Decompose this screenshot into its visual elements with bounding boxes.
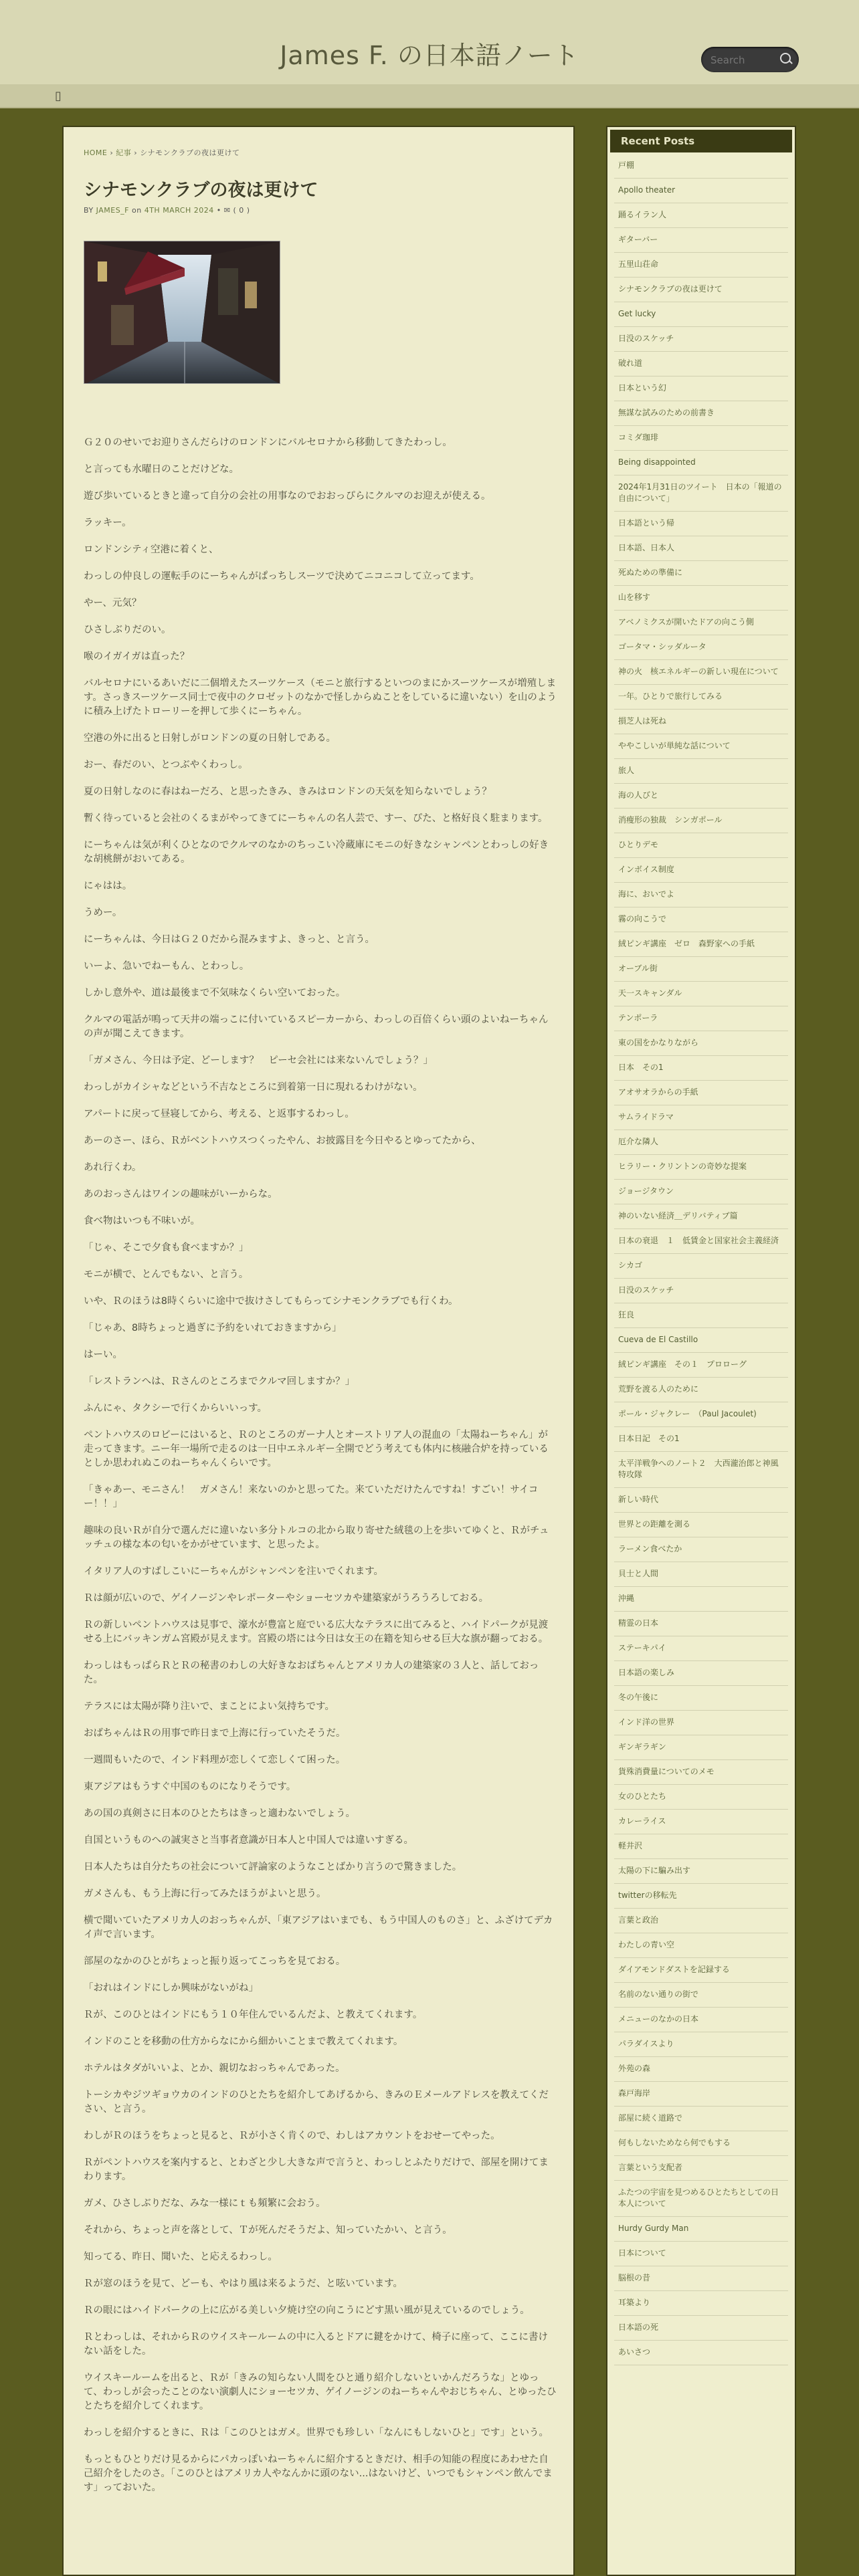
post-paragraph: 空港の外に出ると日射しがロンドンの夏の日射しである。: [84, 733, 336, 744]
post-paragraph: 部屋のなかのひとがちょっと振り返ってこっちを見ておる。: [84, 1956, 346, 1967]
post-paragraph: あのおっさんはワインの趣味がいーからな。: [84, 1189, 278, 1200]
post-paragraph: モニが横で、とんでもない、と言う。: [84, 1269, 249, 1280]
recent-post-link[interactable]: 消瘦形の独裁 シンガポール: [614, 809, 788, 833]
recent-post-link[interactable]: ポール・ジャクレー （Paul Jacoulet): [614, 1402, 788, 1427]
post-paragraph: もっともひとりだけ見るからにパカっぽいねーちゃんに紹介するときだけ、相手の知能の程度にあわせた自己紹介をしたのさ。「このひとはアメリカ人やなんかに頭のない...はないけど、いつでもシャンペン飲んでます」っておいた。: [84, 2454, 553, 2493]
recent-post-link[interactable]: 東の国をかなりながら: [614, 1031, 788, 1056]
post-paragraph: 「じゃあ、8時ちょっと過ぎに予約をいれておきますから」: [84, 1323, 342, 1333]
recent-post-link[interactable]: 世界との距離を測る: [614, 1513, 788, 1537]
recent-posts-list: [614, 154, 788, 2365]
recent-post-link[interactable]: 無謀な試みのための前書き: [614, 401, 788, 426]
recent-post-link[interactable]: 踊るイラン人: [614, 203, 788, 228]
recent-post-link[interactable]: ふたつの宇宙を見つめるひとたちとしての日本人について: [614, 2181, 788, 2217]
post-paragraph: 一週間もいたので、インド料理が恋しくて恋しくて困った。: [84, 1755, 346, 1765]
breadcrumb-category[interactable]: 紀事: [116, 148, 132, 157]
recent-post-link[interactable]: シナモンクラブの夜は更けて: [614, 278, 788, 302]
breadcrumb-separator: ›: [131, 148, 140, 157]
recent-post-link[interactable]: 霧の向こうで: [614, 907, 788, 932]
post-paragraph: 「レストランへは、Ｒさんのところまでクルマ回しますか？」: [84, 1376, 355, 1387]
recent-post-link[interactable]: 森戸海岸: [614, 2082, 788, 2107]
recent-post-link[interactable]: 海の人びと: [614, 784, 788, 809]
post-paragraph: おー、春だのい、とつぶやくわっし。: [84, 760, 248, 770]
recent-post-link[interactable]: ダイアモンドダストを記録する: [614, 1958, 788, 1983]
recent-post-link[interactable]: 日没のスケッチ: [614, 327, 788, 352]
recent-post-link[interactable]: 言葉という支配者: [614, 2156, 788, 2181]
recent-post-link[interactable]: 戸棚: [614, 154, 788, 179]
recent-post-link[interactable]: 旅人: [614, 759, 788, 784]
recent-post-link[interactable]: Get lucky: [614, 302, 788, 327]
menu-icon[interactable]: ▯: [55, 89, 62, 103]
post-paragraph: トーシカやジツギョウカのインドのひとたちを紹介してあげるから、きみのＥメールアドレスを教えてください、と言う。: [84, 2090, 549, 2115]
post-paragraph: わしがＲのほうをちょっと見ると、Ｒが小さく肯くので、わしはアカウントをおせーてやった。: [84, 2131, 500, 2141]
post-byline: [84, 206, 250, 215]
post-paragraph: 暫く待っていると会社のくるまがやってきてにーちゃんの名人芸で、すー、ぴた、と格好良く駐まります。: [84, 813, 548, 824]
recent-post-link[interactable]: 五里山荘命: [614, 253, 788, 278]
recent-post-link[interactable]: 新しい時代: [614, 1488, 788, 1513]
post-paragraph: ガメ、ひさしぶりだな、みな一様にｔも頻繁に会おう。: [84, 2198, 326, 2209]
post-paragraph: Ｇ２０のせいでお迎りさんだらけのロンドンにバルセロナから移動してきたわっし。: [84, 437, 452, 448]
post-paragraph: やー、元気？: [84, 598, 142, 609]
recent-post-link[interactable]: 海に、おいでよ: [614, 883, 788, 907]
recent-post-link[interactable]: 精霊の日本: [614, 1612, 788, 1636]
recent-post-link[interactable]: 軽井沢: [614, 1834, 788, 1859]
post-paragraph: 知ってる、昨日、聞いた、と応えるわっし。: [84, 2252, 278, 2262]
recent-post-link[interactable]: 日本という幻: [614, 377, 788, 401]
sidebar-title: Recent Posts: [610, 130, 792, 152]
post-paragraph: アパートに戻って昼寝してから、考える、と返事するわっし。: [84, 1109, 355, 1119]
recent-post-link[interactable]: ひとりデモ: [614, 833, 788, 858]
post-paragraph: いや、Ｒのほうは8時くらいに途中で抜けさしてもらってシナモンクラブでも行くわ。: [84, 1296, 458, 1307]
post-paragraph: うめー。: [84, 907, 122, 918]
recent-post-link[interactable]: サムライドラマ: [614, 1105, 788, 1130]
post-paragraph: と言っても水曜日のことだけどな。: [84, 464, 239, 475]
recent-post-link[interactable]: 日本 その1: [614, 1056, 788, 1081]
recent-post-link[interactable]: 貨殊消費量についてのメモ: [614, 1760, 788, 1785]
post-paragraph: にゃはは。: [84, 881, 132, 891]
recent-post-link[interactable]: あいさつ: [614, 2341, 788, 2365]
post-paragraph: ホテルはタダがいいよ、とか、親切なおっちゃんであった。: [84, 2063, 345, 2074]
recent-post-link[interactable]: 名前のない通りの街で: [614, 1983, 788, 2008]
post-paragraph: 「じゃ、そこで夕食も食べますか？」: [84, 1243, 249, 1253]
post-paragraph: 趣味の良いＲが自分で選んだに違いない多分トルコの北から取り寄せた絨毯の上を歩いてゆくと、Ｒがチュッチュの様な本の匂いをかがせています、と思ったよ。: [84, 1525, 549, 1550]
byline-on: on: [129, 206, 145, 215]
recent-post-link[interactable]: 日本語という帰: [614, 512, 788, 536]
recent-post-link[interactable]: 外苑の森: [614, 2057, 788, 2082]
recent-post-link[interactable]: 日没のスケッチ: [614, 1279, 788, 1303]
post-paragraph: 横で聞いていたアメリカ人のおっちゃんが、「東アジアはいまでも、もう中国人のものさ」と、ふざけてデカイ声で言います。: [84, 1915, 553, 1940]
post-paragraph: ひさしぶりだのい。: [84, 625, 171, 635]
post-paragraph: 東アジアはもうすぐ中国のものになりそうです。: [84, 1782, 296, 1792]
recent-post-link[interactable]: ラーメン食べたか: [614, 1537, 788, 1562]
post-paragraph: わっしの仲良しの運転手のにーちゃんがぱっちしスーツで決めてニコニコして立ってます。: [84, 571, 480, 582]
post-paragraph: バルセロナにいるあいだに二個増えたスーツケース（モニと旅行するといつのまにかスーツケースが増殖します。さっきスーツケース同士で夜中のクロゼットのなかで怪しからぬことをしているに違いない）を山のように積み上げたトローリーを押して歩くにーちゃん。: [84, 678, 557, 717]
author-link[interactable]: JAMES_F: [96, 206, 129, 215]
post-paragraph: それから、ちょっと声を落として、Ｔが死んだそうだよ、知っていたかい、と言う。: [84, 2225, 452, 2236]
site-header: [0, 0, 859, 108]
recent-post-link[interactable]: 言葉と政治: [614, 1909, 788, 1933]
recent-post-link[interactable]: 一年。ひとりで旅行してみる: [614, 685, 788, 710]
recent-post-link[interactable]: 太陽の下に騙み出す: [614, 1859, 788, 1884]
post-paragraph: 自国というものへの誠実さと当事者意識が日本人と中国人では違いすぎる。: [84, 1835, 413, 1846]
recent-post-link[interactable]: ジョージタウン: [614, 1180, 788, 1204]
post-paragraph: Ｒの新しいペントハウスは見事で、濠水が豊富と庭でいる広大なテラスに出てみると、ハイドパークが見渡せる上にバッキンガム宮殿が見えます。宮殿の塔には今日は女王の在籍を知らせる巨大な旗が翻っておる。: [84, 1620, 549, 1644]
menu-bar: [0, 84, 859, 107]
recent-post-link[interactable]: 日本の衰退 １ 低賃金と国家社会主義経済: [614, 1229, 788, 1254]
search-box[interactable]: [701, 47, 799, 72]
post-paragraph: イタリア人のすばしこいにーちゃんがシャンペンを注いでくれます。: [84, 1566, 384, 1577]
recent-post-link[interactable]: 荒野を渡る人のために: [614, 1378, 788, 1402]
post-paragraph: あーのさー、ほら、Ｒがベントハウスつくったやん、お披露目を今日やるとゆってたから、: [84, 1136, 481, 1146]
post-date[interactable]: 4TH MARCH 2024: [144, 206, 214, 215]
post-paragraph: あの国の真剣さに日本のひとたちはきっと適わないでしょう。: [84, 1808, 355, 1819]
recent-post-link[interactable]: 日本語の楽しみ: [614, 1661, 788, 1686]
post-paragraph: にーちゃんは気が利くひとなのでクルマのなかのちっこい冷蔵庫にモニの好きなシャンペンとわっしの好きな胡桃餅がおいてある。: [84, 840, 549, 865]
recent-post-link[interactable]: インボイス制度: [614, 858, 788, 883]
recent-post-link[interactable]: 山を移す: [614, 586, 788, 611]
recent-post-link[interactable]: 日本語、日本人: [614, 536, 788, 561]
recent-post-link[interactable]: 冬の午後に: [614, 1686, 788, 1711]
post-paragraph: 「きゃあー、モニさん！ ガメさん！来ないのかと思ってた。来ていただけたんですね！すごい！サイコー！！」: [84, 1485, 539, 1509]
breadcrumb-separator: ›: [107, 148, 116, 157]
recent-post-link[interactable]: ギンギラギン: [614, 1735, 788, 1760]
recent-post-link[interactable]: 損芝人は死ね: [614, 710, 788, 734]
post-paragraph: Ｒが窓のほうを見て、どーも、やはり風は来るようだ、と呟いています。: [84, 2278, 403, 2289]
recent-post-link[interactable]: インド洋の世界: [614, 1711, 788, 1735]
recent-post-link[interactable]: 沖縄: [614, 1587, 788, 1612]
post-paragraph: わっしがカイシャなどという不吉なところに到着第一日に現れるわけがない。: [84, 1082, 423, 1093]
recent-post-link[interactable]: 何もしないためなら何でもする: [614, 2131, 788, 2156]
site-title[interactable]: James F. の日本語ノート: [280, 41, 579, 70]
byline-prefix: BY: [84, 206, 96, 215]
recent-post-link[interactable]: 死ぬための準備に: [614, 561, 788, 586]
recent-post-link[interactable]: Being disappointed: [614, 451, 788, 475]
breadcrumb: [84, 147, 240, 158]
recent-post-link[interactable]: 太平洋戦争へのノート２ 大西瀧治郎と神風特攻隊: [614, 1452, 788, 1488]
post-paragraph: 遊び歩いているときと違って自分の会社の用事なのでおおっぴらにクルマのお迎えが使える。: [84, 491, 491, 502]
recent-post-link[interactable]: 破れ道: [614, 352, 788, 377]
post-paragraph: わっしはもっぱらＲとＲの秘書のわしの大好きなおばちゃんとアメリカ人の建築家の３人と、話しておった。: [84, 1660, 539, 1685]
post-paragraph: 「おれはインドにしか興味がないがね」: [84, 1983, 258, 1994]
post-paragraph: にーちゃんは、今日はＧ２０だから混みますよ、きっと、と言う。: [84, 934, 375, 945]
recent-post-link[interactable]: ゴータマ・シッダルータ: [614, 635, 788, 660]
search-input[interactable]: [709, 52, 779, 68]
recent-post-link[interactable]: 貝士と人間: [614, 1562, 788, 1587]
recent-post-link[interactable]: Cueva de El Castillo: [614, 1328, 788, 1353]
recent-post-link[interactable]: 女のひとたち: [614, 1785, 788, 1810]
post-paragraph: Ｒが、このひとはインドにもう１０年住んでいるんだよ、と教えてくれます。: [84, 2010, 423, 2020]
post-paragraph: ふんにゃ、タクシーで行くからいいっす。: [84, 1403, 268, 1414]
post-paragraph: 「ガメさん、今日は予定、どーします？ ピーセ会社には来ないんでしょう？」: [84, 1055, 433, 1066]
recent-post-link[interactable]: 日本について: [614, 2242, 788, 2266]
recent-post-link[interactable]: パラダイスより: [614, 2032, 788, 2057]
comment-count[interactable]: • ✉ ( 0 ): [213, 206, 250, 215]
search-icon[interactable]: [780, 53, 791, 64]
post-paragraph: 喉のイガイガは直った？: [84, 651, 190, 662]
recent-post-link[interactable]: 耳築より: [614, 2291, 788, 2316]
recent-post-link[interactable]: アベノミクスが開いたドアの向こう側: [614, 611, 788, 635]
recent-post-link[interactable]: 2024年1月31日のツイート 日本の「報道の自由について」: [614, 475, 788, 512]
recent-post-link[interactable]: 厄介な隣人: [614, 1130, 788, 1155]
recent-post-link[interactable]: twitterの移転先: [614, 1884, 788, 1909]
recent-post-link[interactable]: 日本日記 その1: [614, 1427, 788, 1452]
post-paragraph: Ｒの眼にはハイドパークの上に広がる美しい夕焼け空の向こうにどす黒い風が見えているのでしょう。: [84, 2305, 530, 2316]
recent-post-link[interactable]: メニューのなかの日本: [614, 2008, 788, 2032]
recent-post-link[interactable]: 神の火 核エネルギーの新しい現在について: [614, 660, 788, 685]
post-paragraph: Ｒがペントハウスを案内すると、とわざと少し大きな声で言うと、わっしとふたりだけで、部屋を開けてまわります。: [84, 2157, 549, 2182]
post-paragraph: インドのことを移動の仕方からなにから細かいことまで教えてくれます。: [84, 2036, 403, 2047]
recent-post-link[interactable]: カレーライス: [614, 1810, 788, 1834]
recent-post-link[interactable]: Apollo theater: [614, 179, 788, 203]
recent-post-link[interactable]: コミダ珈琲: [614, 426, 788, 451]
recent-post-link[interactable]: 脳根の昔: [614, 2266, 788, 2291]
post-paragraph: 食べ物はいつも不味いが。: [84, 1216, 200, 1226]
post-paragraph: ラッキー。: [84, 518, 132, 528]
post-paragraph: Ｒは顔が広いので、ゲイノージンやレポーターやショーセツカや建築家がうろうろしておる。: [84, 1593, 489, 1604]
recent-post-link[interactable]: Hurdy Gurdy Man: [614, 2217, 788, 2242]
recent-post-link[interactable]: シカゴ: [614, 1254, 788, 1279]
post-paragraph: ロンドンシティ空港に着くと、: [84, 544, 219, 555]
post-paragraph: おばちゃんはＲの用事で昨日まで上海に行っていたそうだ。: [84, 1728, 346, 1739]
sidebar: [606, 126, 796, 2576]
post-paragraph: しかし意外や、道は最後まで不気味なくらい空いておった。: [84, 988, 346, 998]
post-paragraph: わっしを紹介するときに、Ｒは「このひとはガメ。世界でも珍しい「なんにもしないひと」です」という。: [84, 2428, 549, 2438]
post-title: シナモンクラブの夜は更けて: [84, 180, 318, 201]
recent-post-link[interactable]: わたしの青い空: [614, 1933, 788, 1958]
post-paragraph: Ｒとわっしは、それからＲのウイスキールームの中に入るとドアに鍵をかけて、椅子に座って、ここに書けない話をした。: [84, 2332, 548, 2357]
breadcrumb-current: シナモンクラブの夜は更けて: [140, 148, 240, 157]
post-paragraph: あれ行くわ。: [84, 1162, 142, 1173]
post-paragraph: クルマの電話が鳴って天井の端っこに付いているスピーカーから、わっしの百倍くらい頭のよいねーちゃんの声が聞こえてきます。: [84, 1014, 549, 1039]
post-paragraph: ペントハウスのロビーにはいると、Ｒのところのガーナ人とオーストリア人の混血の「太陽ねーちゃん」が走ってきます。ニー年一場所で走るのは一日中エネルギー全開でどう考えても体内に核融合炉を持っているとしか思われぬこのねーちゃんくらいです。: [84, 1430, 549, 1469]
post-paragraph: はーい。: [84, 1350, 122, 1360]
post-paragraph: 日本人たちは自分たちの社会について評論家のようなことばかり言うので驚きました。: [84, 1862, 462, 1872]
recent-post-link[interactable]: 神のいない経済＿デリバティブ篇: [614, 1204, 788, 1229]
post-paragraph: ガメさんも、もう上海に行ってみたほうがよいと思う。: [84, 1889, 326, 1899]
recent-post-link[interactable]: アオサオラからの手紙: [614, 1081, 788, 1105]
recent-post-link[interactable]: ステーキパイ: [614, 1636, 788, 1661]
recent-post-link[interactable]: 狂良: [614, 1303, 788, 1328]
breadcrumb-home[interactable]: HOME: [84, 148, 108, 157]
post-photo[interactable]: [84, 241, 280, 384]
main-content: [62, 126, 575, 2576]
recent-post-link[interactable]: ギターバー: [614, 228, 788, 253]
recent-post-link[interactable]: 日本語の死: [614, 2316, 788, 2341]
post-paragraph: ウイスキールームを出ると、Ｒが「きみの知らない人間をひと通り紹介しないといかんだろうな」とゆって、わっしが会ったことのない演劇人にショーセツカ、ゲイノージンのねーちゃんやおじちゃん、とゆったひとたちを紹介してくれます。: [84, 2373, 557, 2411]
post-paragraph: テラスには太陽が降り注いで、まことによい気持ちです。: [84, 1701, 335, 1712]
recent-post-link[interactable]: ややこしいが単純な話について: [614, 734, 788, 759]
recent-post-link[interactable]: 天一スキャンダル: [614, 982, 788, 1006]
recent-post-link[interactable]: 部屋に続く道路で: [614, 2107, 788, 2131]
post-paragraph: 夏の日射しなのに春はねーだろ、と思ったきみ、きみはロンドンの天気を知らないでしょう？: [84, 786, 492, 797]
recent-post-link[interactable]: 絨ピンギ講座 その１ プロローグ: [614, 1353, 788, 1378]
recent-post-link[interactable]: ヒラリー・クリントンの奇妙な提案: [614, 1155, 788, 1180]
recent-post-link[interactable]: テンポーラ: [614, 1006, 788, 1031]
post-paragraph: いーよ、急いでねーもん、とわっし。: [84, 961, 250, 972]
recent-post-link[interactable]: オーブル街: [614, 957, 788, 982]
post-content: [84, 436, 557, 2508]
recent-post-link[interactable]: 絨ピンギ講座 ゼロ 森野家への手紙: [614, 932, 788, 957]
